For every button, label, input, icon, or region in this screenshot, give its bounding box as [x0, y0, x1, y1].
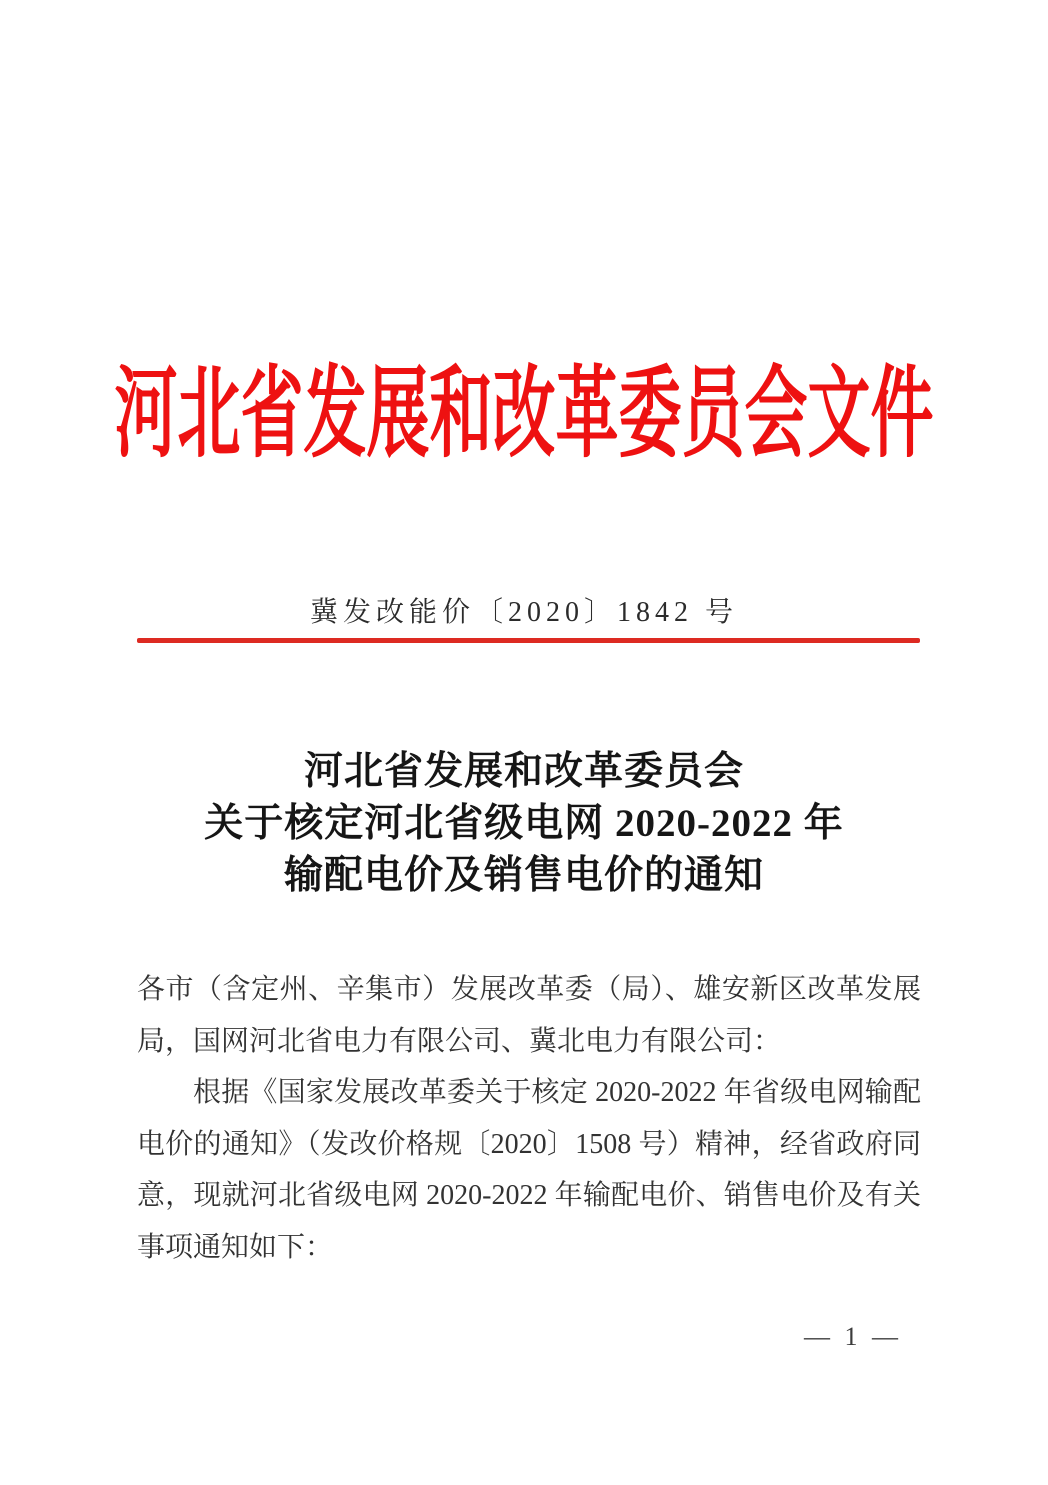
body-paragraph-basis: 根据《国家发展改革委关于核定 2020-2022 年省级电网输配电价的通知》（发改价格规〔2020〕1508 号）精神，经省政府同意，现就河北省级电网 2020-2022 年输配电价、销售电价及有关事项通知如下：	[137, 1077, 921, 1263]
document-body	[137, 964, 921, 1273]
red-divider-line	[137, 638, 920, 643]
document-title	[0, 746, 1048, 902]
document-title-line-1: 河北省发展和改革委员会	[303, 750, 744, 793]
agency-header-title: 河北省发展和改革委员会文件	[114, 358, 934, 470]
document-title-line-2: 关于核定河北省级电网 2020-2022 年	[204, 802, 844, 845]
document-number: 冀发改能价〔2020〕1842 号	[309, 597, 738, 628]
body-paragraph-recipients: 各市（含定州、辛集市）发展改革委（局）、雄安新区改革发展局，国网河北省电力有限公司、冀北电力有限公司：	[137, 974, 921, 1057]
page-number: — 1 —	[804, 1322, 902, 1351]
document-title-line-3: 输配电价及销售电价的通知	[283, 854, 764, 897]
